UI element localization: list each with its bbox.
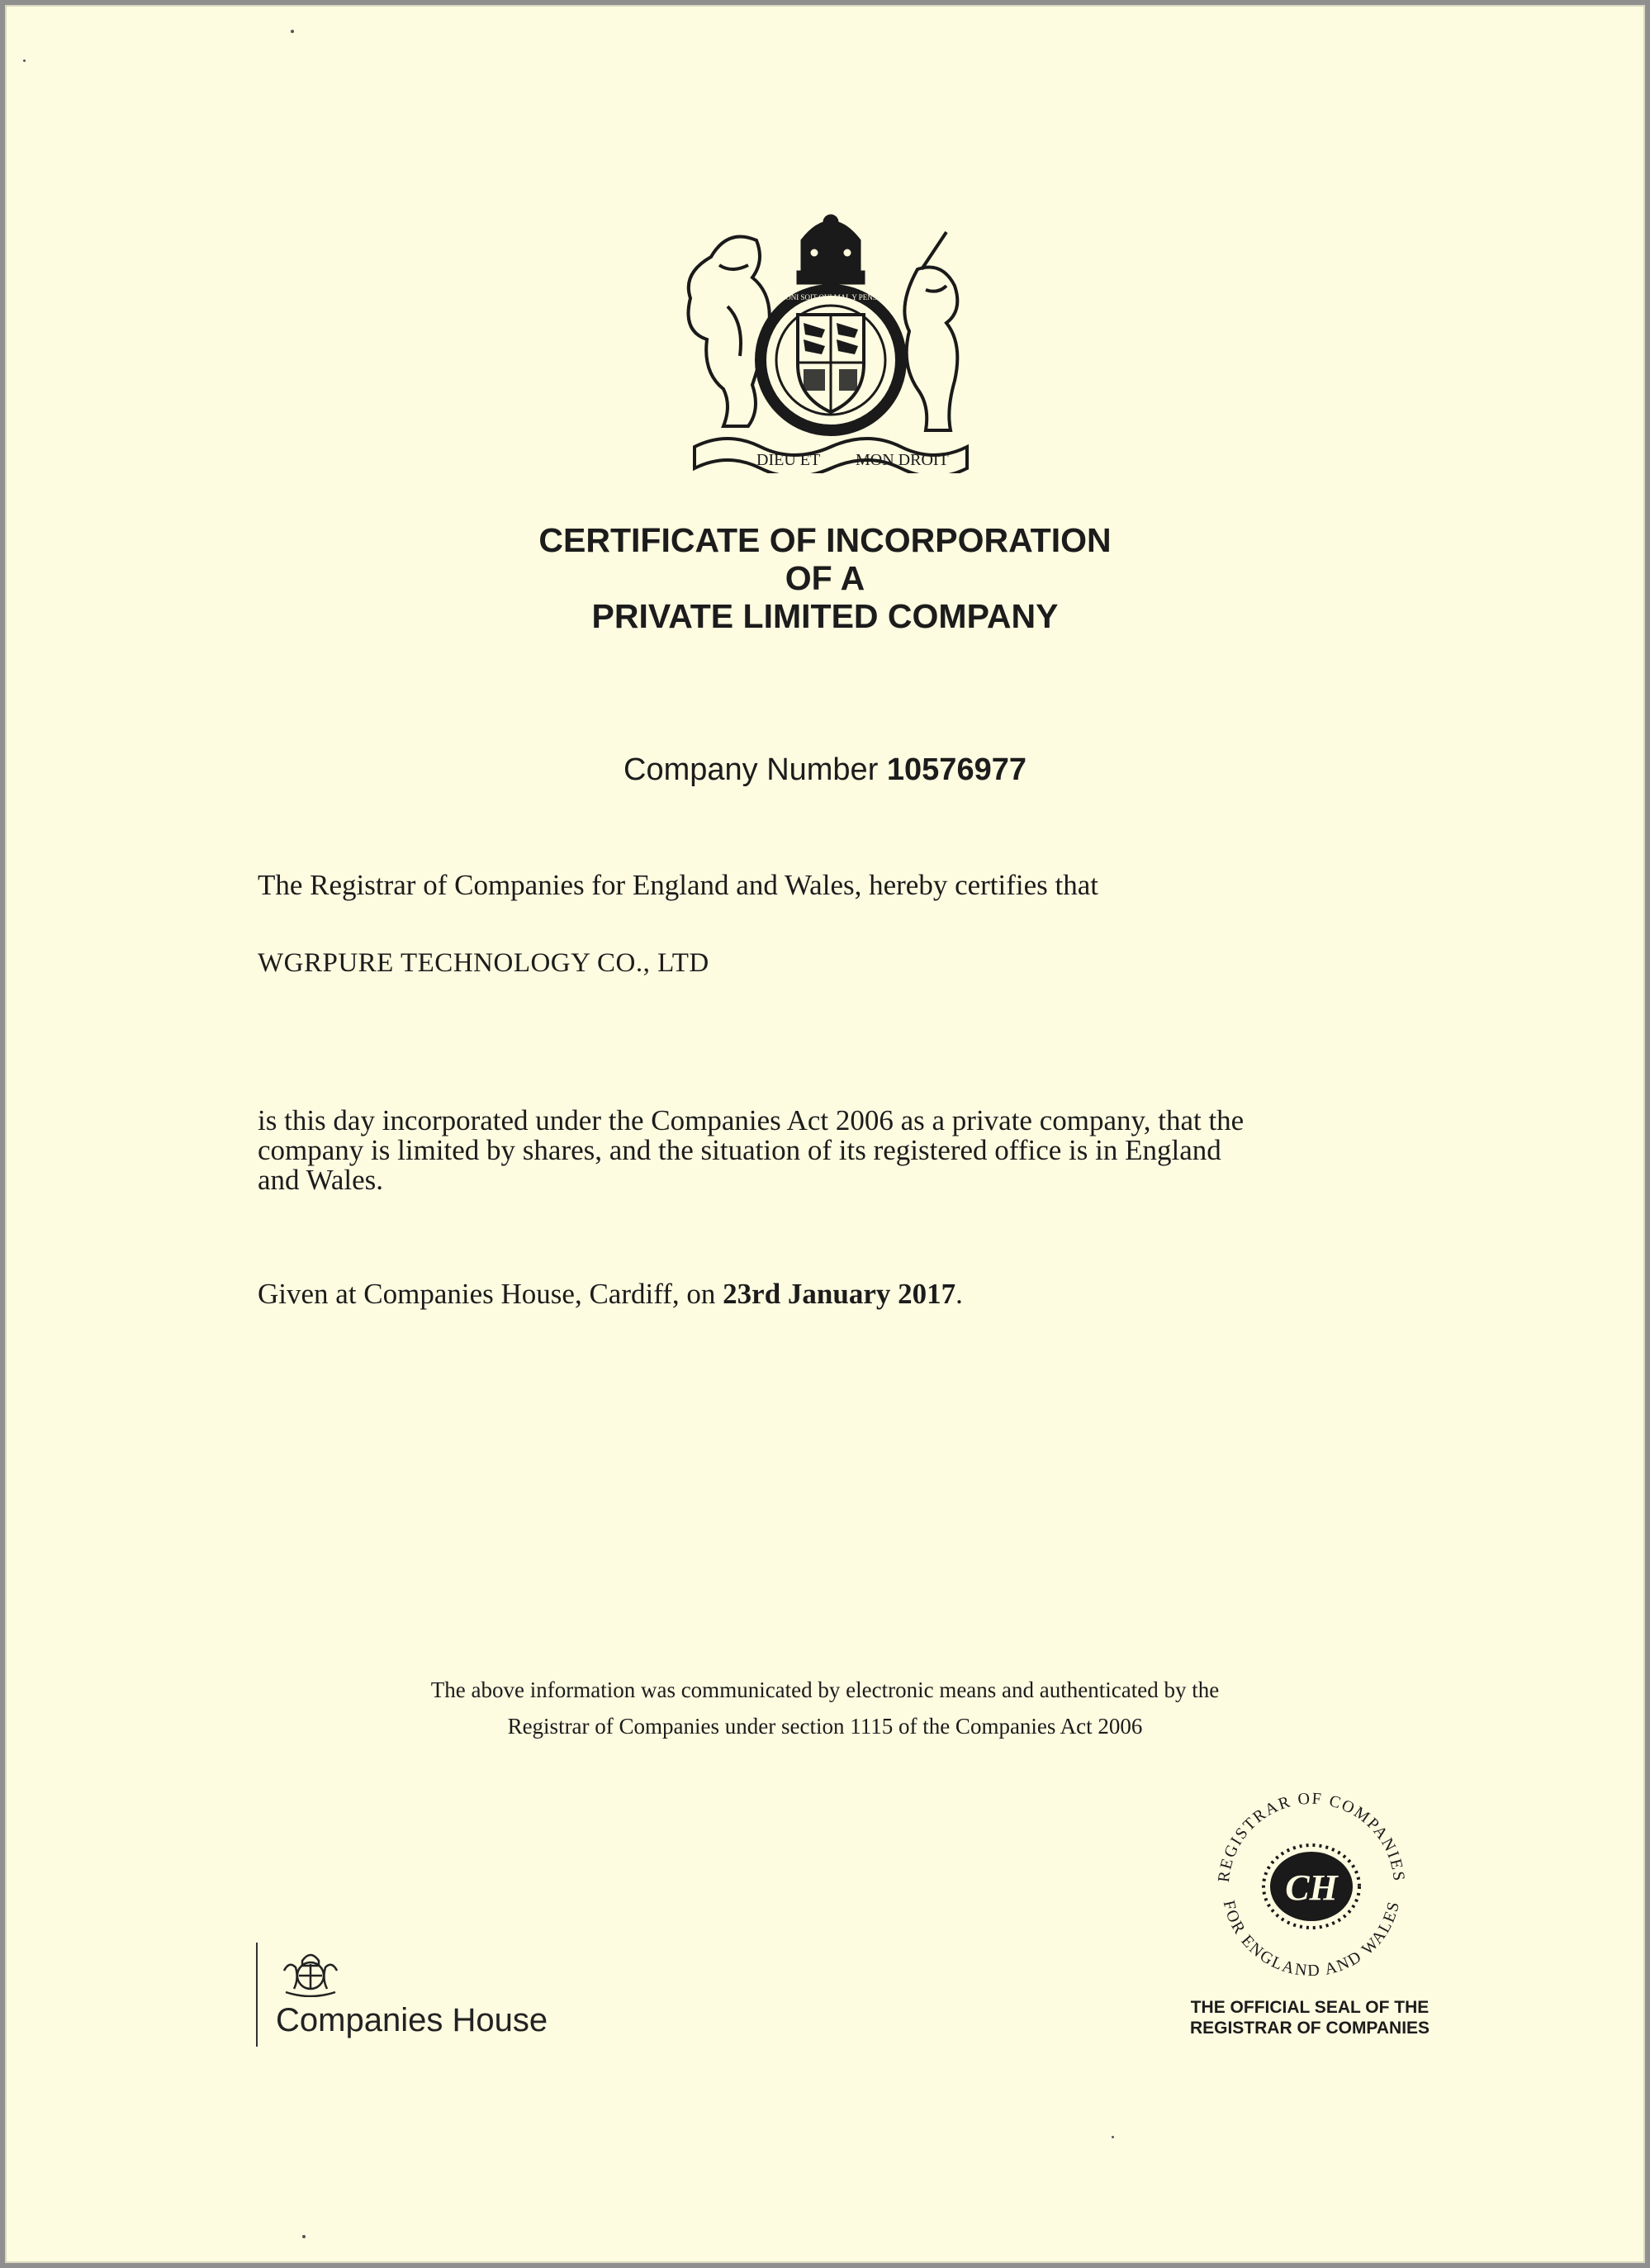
given-statement	[258, 1279, 1414, 1309]
authentication-line-1: The above information was communicated by electronic means and authenticated by the	[430, 1677, 1220, 1702]
scan-speck	[291, 30, 294, 33]
company-number	[5, 752, 1645, 788]
crest-motto-right: MON DROIT	[856, 451, 949, 469]
title-line-3: PRIVATE LIMITED COMPANY	[591, 597, 1059, 635]
registrar-statement: The Registrar of Companies for England and Wales, hereby certifies that	[258, 869, 1099, 901]
given-suffix: .	[955, 1278, 963, 1310]
company-name: WGRPURE TECHNOLOGY CO., LTD	[258, 948, 709, 978]
title-line-1: CERTIFICATE OF INCORPORATION	[538, 521, 1112, 559]
royal-coat-of-arms-icon	[678, 207, 984, 473]
incorporation-statement	[258, 1106, 1414, 1195]
scan-speck	[1112, 2136, 1114, 2138]
authentication-note	[5, 1672, 1645, 1744]
incorporation-line-2: company is limited by shares, and the situation of its registered office is in England	[258, 1134, 1221, 1166]
certificate-title	[5, 521, 1645, 635]
crest-motto-left: DIEU ET	[756, 451, 821, 469]
registrar-seal-icon	[1204, 1779, 1419, 1994]
scan-speck	[302, 2235, 306, 2238]
crest-garter-text: HONI SOIT QUI MAL Y PENSE	[780, 293, 882, 301]
company-number-label: Company Number	[623, 752, 879, 787]
incorporation-line-1: is this day incorporated under the Companies Act 2006 as a private company, that the	[258, 1104, 1245, 1136]
companies-house-crest-icon	[276, 1946, 345, 1997]
seal-ring-text-top: REGISTRAR OF COMPANIES	[1214, 1789, 1409, 1884]
companies-house-brand: Companies House	[276, 2002, 548, 2038]
company-number-value: 10576977	[886, 752, 1027, 787]
seal-ring-text-bottom: FOR ENGLAND AND WALES	[1219, 1898, 1404, 1981]
given-prefix: Given at Companies House, Cardiff, on	[258, 1278, 716, 1310]
title-line-2: OF A	[785, 559, 865, 597]
seal-caption-line-2: REGISTRAR OF COMPANIES	[1189, 2019, 1430, 2038]
authentication-line-2: Registrar of Companies under section 1115 of the Companies Act 2006	[507, 1714, 1143, 1739]
seal-caption-line-1: THE OFFICIAL SEAL OF THE	[1190, 1998, 1430, 2017]
certificate-page	[5, 5, 1645, 2263]
scan-speck	[23, 59, 26, 62]
seal-monogram: CH	[1285, 1867, 1338, 1908]
seal-caption	[1153, 1997, 1467, 2038]
incorporation-date: 23rd January 2017	[723, 1278, 956, 1310]
incorporation-line-3: and Wales.	[258, 1164, 384, 1196]
companies-house-divider	[256, 1943, 258, 2047]
